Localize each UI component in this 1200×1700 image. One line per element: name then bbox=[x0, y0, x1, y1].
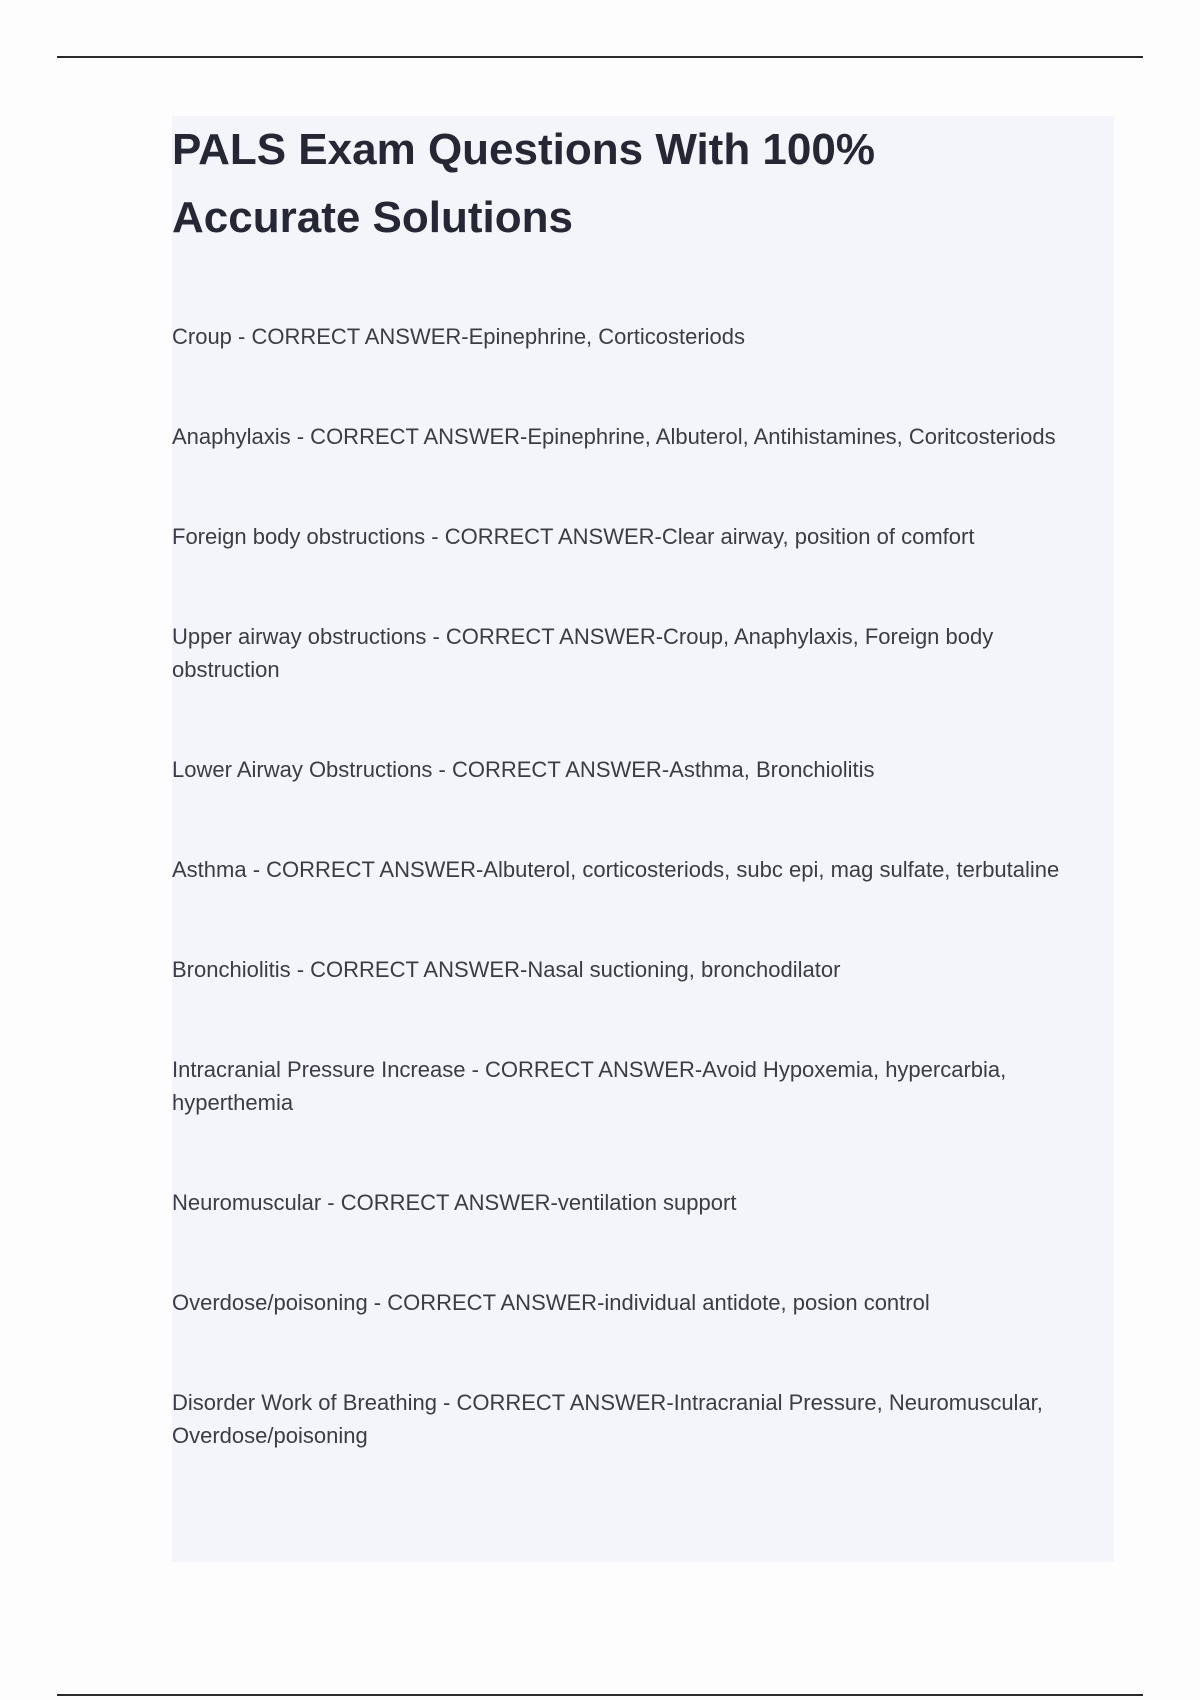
qa-item: Croup - CORRECT ANSWER-Epinephrine, Corticosteriods bbox=[172, 324, 745, 349]
qa-item: Overdose/poisoning - CORRECT ANSWER-individual antidote, posion control bbox=[172, 1290, 930, 1315]
qa-item: Upper airway obstructions - CORRECT ANSWER-Croup, Anaphylaxis, Foreign body obstruction bbox=[172, 624, 994, 682]
qa-item: Disorder Work of Breathing - CORRECT ANSWER-Intracranial Pressure, Neuromuscular, Overdose/poisoning bbox=[172, 1390, 1043, 1448]
document-title: PALS Exam Questions With 100% Accurate Solutions bbox=[172, 125, 875, 242]
qa-item: Neuromuscular - CORRECT ANSWER-ventilation support bbox=[172, 1190, 737, 1215]
bottom-divider bbox=[57, 1694, 1143, 1696]
top-divider bbox=[57, 56, 1143, 58]
qa-item: Intracranial Pressure Increase - CORRECT ANSWER-Avoid Hypoxemia, hypercarbia, hyperthemia bbox=[172, 1057, 1007, 1115]
qa-item: Anaphylaxis - CORRECT ANSWER-Epinephrine, Albuterol, Antihistamines, Coritcosteriods bbox=[172, 424, 1056, 449]
qa-item: Asthma - CORRECT ANSWER-Albuterol, corticosteriods, subc epi, mag sulfate, terbutaline bbox=[172, 857, 1060, 882]
qa-list bbox=[172, 320, 1114, 1452]
qa-item: Lower Airway Obstructions - CORRECT ANSWER-Asthma, Bronchiolitis bbox=[172, 757, 875, 782]
qa-item: Foreign body obstructions - CORRECT ANSWER-Clear airway, position of comfort bbox=[172, 524, 975, 549]
document-content bbox=[172, 116, 1114, 1562]
qa-item: Bronchiolitis - CORRECT ANSWER-Nasal suctioning, bronchodilator bbox=[172, 957, 841, 982]
